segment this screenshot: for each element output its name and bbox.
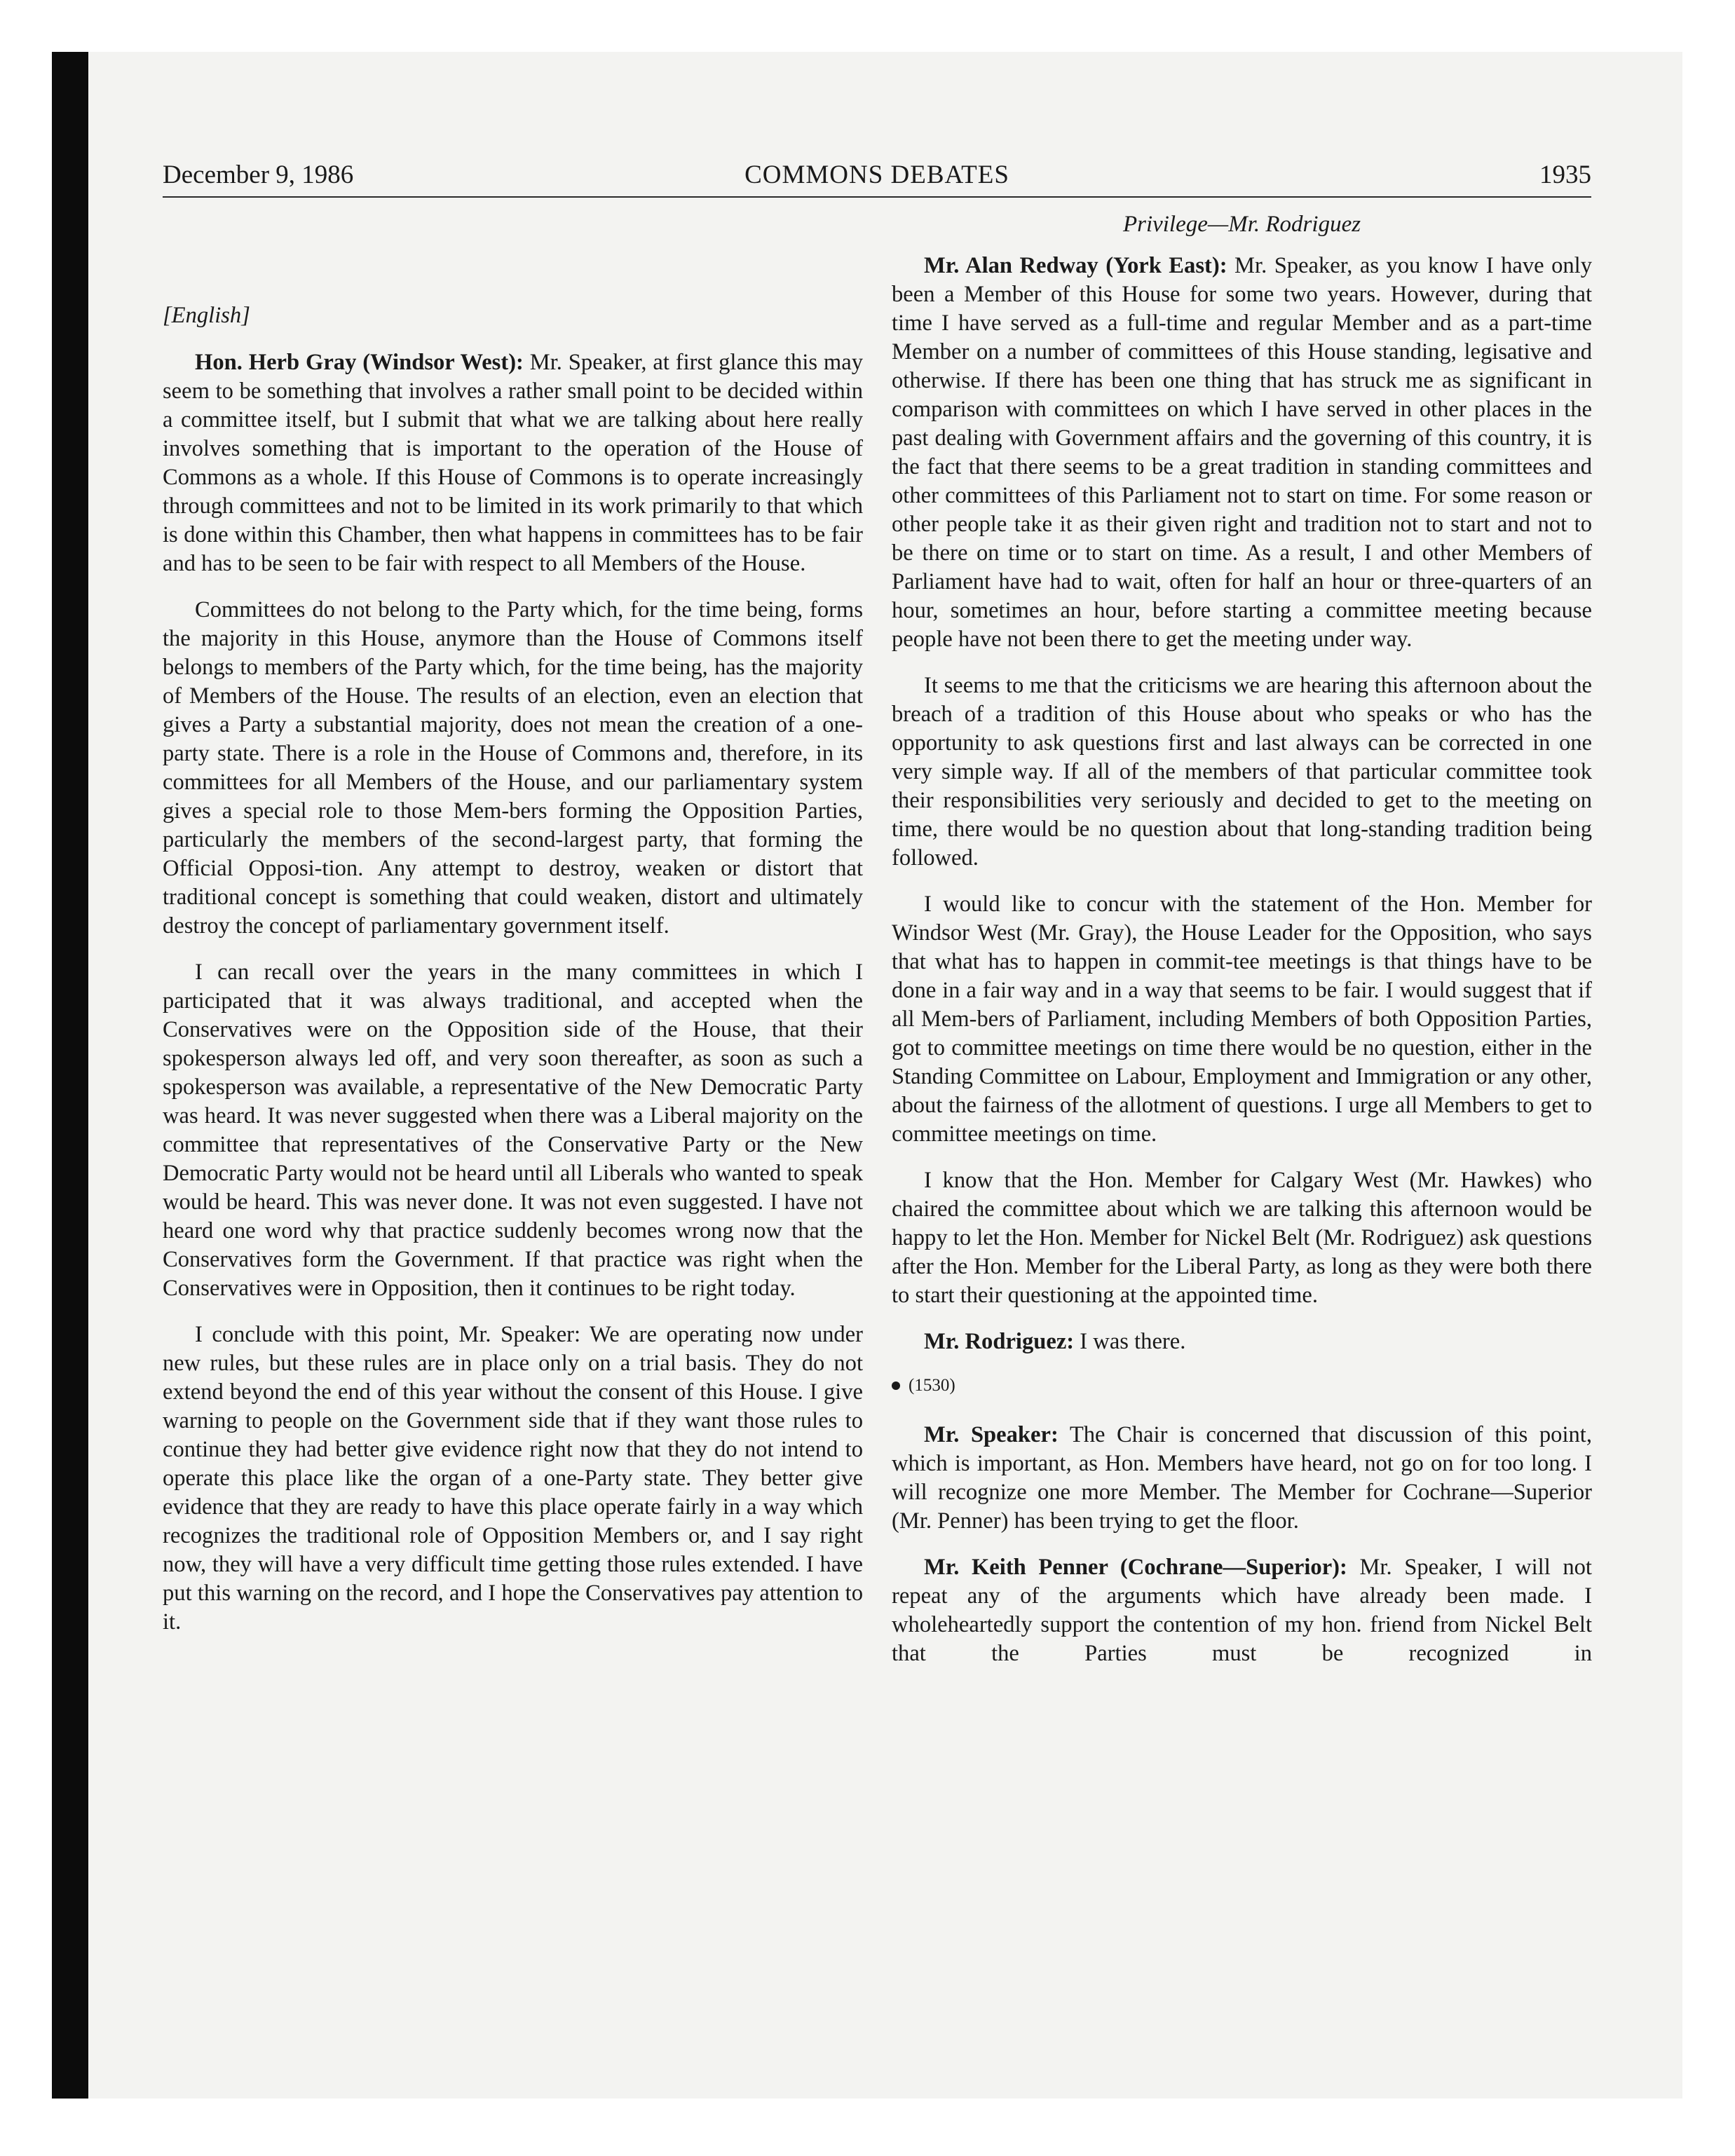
bullet-icon <box>892 1381 900 1390</box>
paragraph-text: Mr. Speaker, as you know I have only been a Member of this House for some two years. However, during that time I have served as a full-time and regular Member and as a part-time Member on a number of committees of this House standing, legisative and otherwise. If there has been one thing that has struck me as significant in comparison with committees on which I have served in other places in the past dealing with Government affairs and the governing of this country, it is the fact that there seems to be a great tradition in standing committees and other committees of this Parliament not to start on time. For some reason or other people take it as their given right and tradition not to start and not to be there on time or to start on time. As a result, I and other Members of Parliament have had to wait, often for half an hour or three-quarters of an hour, sometimes an hour, before starting a committee meeting because people have not been there to get the meeting under way. <box>892 253 1592 652</box>
speaker-name: Mr. Keith Penner (Cochrane—Superior): <box>924 1555 1347 1580</box>
page-header <box>163 160 1591 198</box>
time-marker-text: (1530) <box>909 1376 955 1395</box>
paragraph-text: Mr. Speaker, I will not repeat any of the arguments which have already been made. I wholeheartedly support the contention of my hon. friend from Nickel Belt that the Parties must be recognized in <box>892 1555 1592 1666</box>
scan-edge-bar <box>52 52 88 2099</box>
paragraph: I conclude with this point, Mr. Speaker: We are operating now under new rules, but these rules are in place only on a trial basis. They do not extend beyond the end of this year without the consent of this House. I give warning to people on the Government side that if they want those rules to continue they had better give evidence right now that they do not intend to operate this place like the organ of a one-Party state. They better give evidence that they are ready to have this place operate fairly in a way which recognizes the traditional role of Opposition Members or, and I say right now, they will have a very difficult time getting those rules extended. I have put this warning on the record, and I hope the Conservatives pay attention to it. <box>163 1322 863 1635</box>
paragraph <box>892 1553 1592 1668</box>
speaker-name: Mr. Speaker: <box>924 1422 1059 1447</box>
paragraph <box>163 348 863 578</box>
paragraph <box>892 1421 1592 1536</box>
paragraph-text: Mr. Speaker, at first glance this may seem to be something that involves a rather small point to be decided within a committee itself, but I submit that what we are talking about here really involves something that is important to the operation of the House of Commons as a whole. If this House of Commons is to operate increasingly through committees and not to be limited in its work primarily to that which is done within this Chamber, then what happens in committees has to be fair and has to be seen to be fair with respect to all Members of the House. <box>163 350 863 576</box>
header-date: December 9, 1986 <box>163 161 354 189</box>
paragraph-text: I was there. <box>1080 1329 1186 1354</box>
running-head: Privilege—Mr. Rodriguez <box>1122 212 1361 237</box>
paragraph: It seems to me that the criticisms we are hearing this afternoon about the breach of a tradition of this House about who speaks or who has the opportunity to ask questions first and last always can be corrected in one very simple way. If all of the members of that particular committee took their responsibilities very seriously and decided to get to the meeting on time, there would be no question about that long-standing tradition being followed. <box>892 673 1592 871</box>
paragraph <box>892 252 1592 654</box>
time-marker <box>892 1371 1592 1400</box>
speaker-name: Hon. Herb Gray (Windsor West): <box>195 350 524 375</box>
paragraph: Committees do not belong to the Party which, for the time being, forms the majority in this House, anymore than the House of Commons itself belongs to members of the Party which, for the time being, has the majority of Members of the House. The results of an election, even an election that gives a Party a substantial majority, does not mean the creation of a one-party state. There is a role in the House of Commons and, therefore, in its committees for all Members of the House, and our parliamentary system gives a special role to those Mem-bers forming the Opposition Parties, particularly the members of the second-largest party, that forming the Official Opposi-tion. Any attempt to destroy, weaken or distort that traditional concept is something that could weaken, distort and ultimately destroy the concept of parliamentary government itself. <box>163 597 863 939</box>
speaker-name: Mr. Alan Redway (York East): <box>924 253 1227 278</box>
paragraph: I know that the Hon. Member for Calgary West (Mr. Hawkes) who chaired the committee about which we are talking this afternoon would be happy to let the Hon. Member for Nickel Belt (Mr. Rodriguez) ask questions after the Hon. Member for the Liberal Party, as long as they were both there to start their questioning at the appointed time. <box>892 1168 1592 1308</box>
speaker-name: Mr. Rodriguez: <box>924 1329 1075 1354</box>
header-title: COMMONS DEBATES <box>744 161 1009 189</box>
paragraph: I can recall over the years in the many committees in which I participated that it was always traditional, and accepted when the Conservatives were on the Opposition side of the House, that their spokesperson always led off, and very soon thereafter, as soon as such a spokesperson was available, a representative of the New Democratic Party was heard. It was never suggested when there was a Liberal majority on the committee that representatives of the Conservative Party or the New Democratic Party would not be heard until all Liberals who wanted to speak would be heard. This was never done. It was not even suggested. I have not heard one word why that practice suddenly becomes wrong now that the Conservatives form the Government. If that practice was right when the Conservatives were in Opposition, then it continues to be right today. <box>163 960 863 1301</box>
paragraph: I would like to concur with the statement of the Hon. Member for Windsor West (Mr. Gray), the House Leader for the Opposition, who says that what has to happen in commit-tee meetings is that things have to be done in a fair way and in a way that seems to be fair. I would suggest that if all Mem-bers of Parliament, including Members of both Opposition Parties, got to committee meetings on time there would be no question, either in the Standing Committee on Labour, Employment and Immigration or any other, about the fairness of the allotment of questions. I urge all Members to get to committee meetings on time. <box>892 892 1592 1147</box>
page-number: 1935 <box>1539 161 1591 189</box>
left-column <box>163 301 863 1654</box>
paragraph-text: The Chair is concerned that discussion of this point, which is important, as Hon. Members have heard, not go on for too long. I will recognize one more Member. The Member for Cochrane—Superior (Mr. Penner) has been trying to get the floor. <box>892 1422 1592 1534</box>
language-tag: [English] <box>163 303 250 328</box>
right-column <box>892 210 1592 1686</box>
paragraph <box>892 1328 1592 1356</box>
